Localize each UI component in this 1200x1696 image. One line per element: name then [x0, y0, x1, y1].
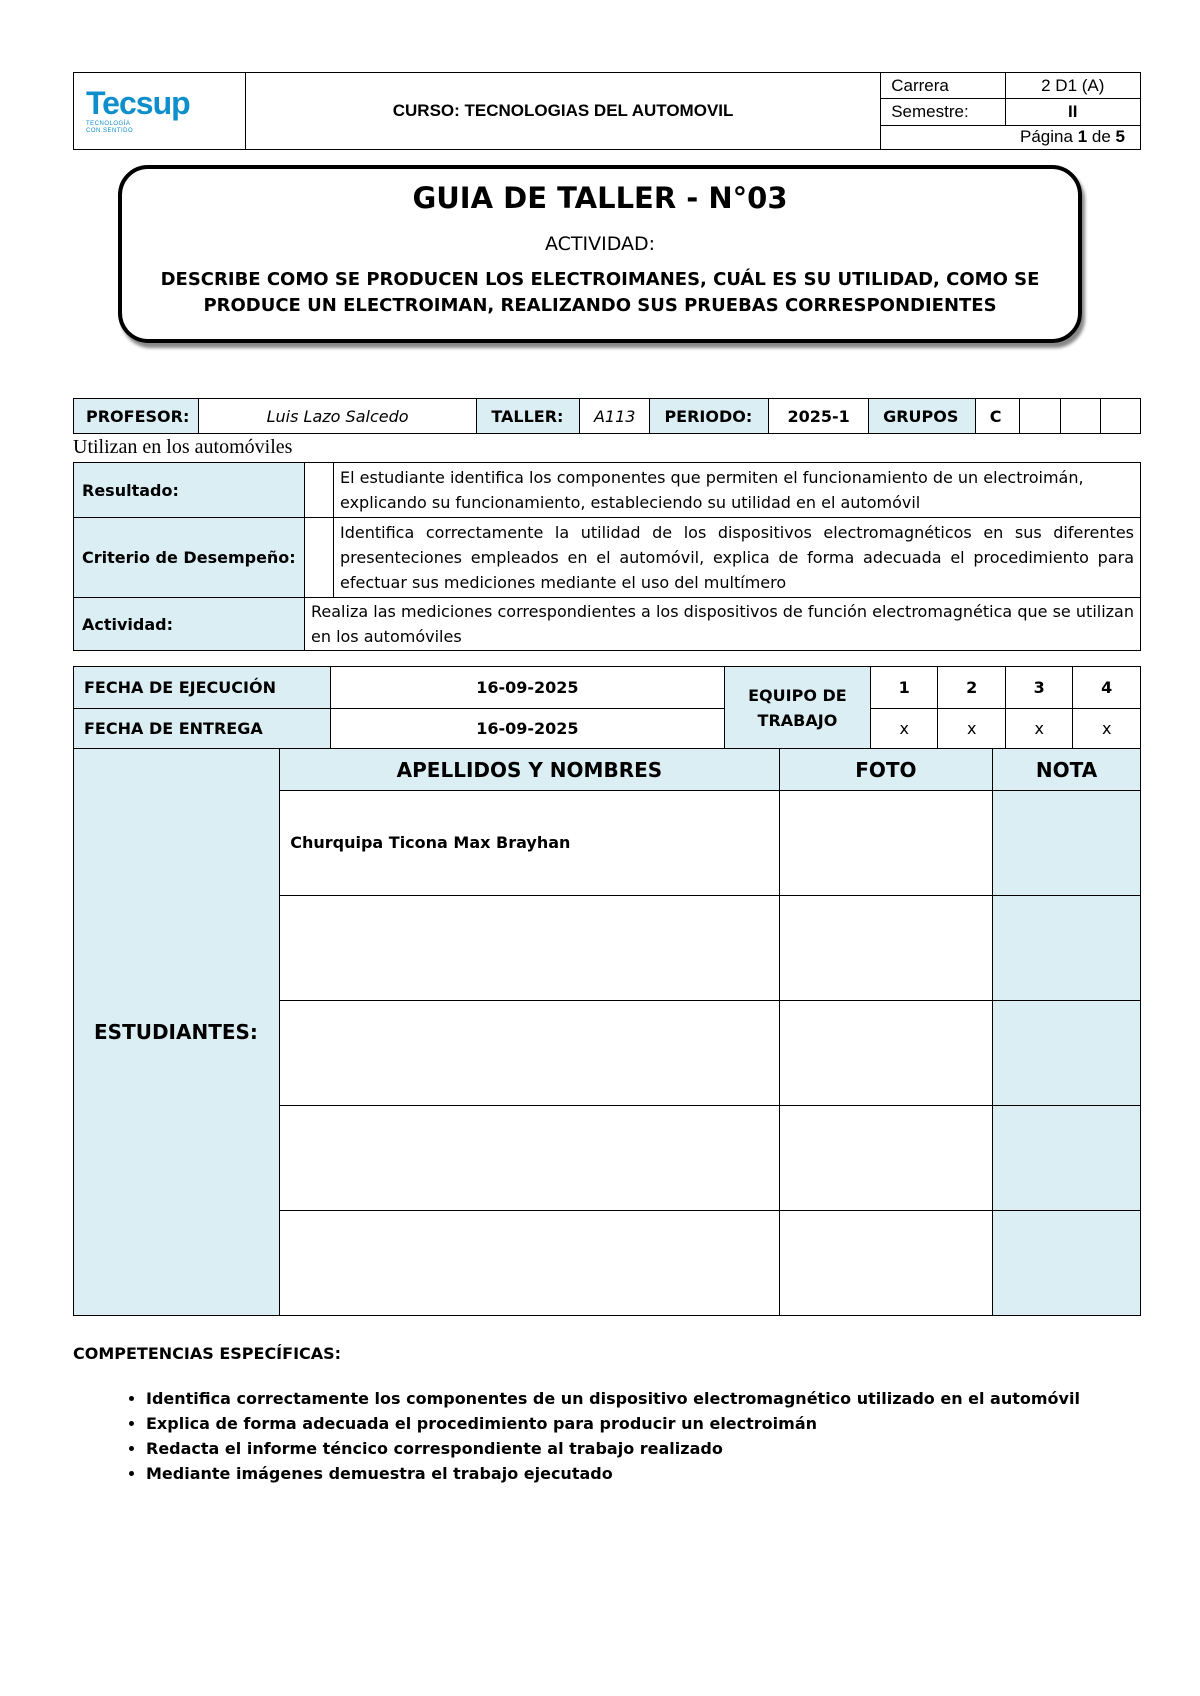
col-header-foto: FOTO — [779, 749, 992, 791]
col-header-names: APELLIDOS Y NOMBRES — [280, 749, 779, 791]
profesor-value: Luis Lazo Salcedo — [198, 399, 477, 434]
document-header — [73, 72, 1141, 150]
semestre-value: II — [1005, 99, 1140, 125]
carrera-label: Carrera — [881, 73, 1005, 99]
list-item: • Redacta el informe téncico correspondiente al trabajo realizado — [146, 1436, 1146, 1461]
logo-subtitle: TECNOLOGÍA CON SENTIDO — [86, 121, 134, 134]
logo-cell — [74, 73, 246, 150]
fecha-entrega-value: 16-09-2025 — [330, 709, 724, 749]
fecha-ejecucion-value: 16-09-2025 — [330, 667, 724, 709]
list-item: • Mediante imágenes demuestra el trabajo ejecutado — [146, 1461, 1146, 1486]
actividad-label: Actividad: — [74, 598, 305, 651]
activity-description: DESCRIBE COMO SE PRODUCEN LOS ELECTROIMANES, CUÁL ES SU UTILIDAD, COMO SE PRODUCE UN ELECTROIMAN, REALIZANDO SUS PRUEBAS CORRESPONDIENTES — [160, 269, 1040, 316]
taller-value: A113 — [580, 399, 650, 434]
semestre-label: Semestre: — [881, 99, 1005, 125]
col-header-nota: NOTA — [993, 749, 1141, 791]
equipo-number-4: 4 — [1073, 667, 1141, 709]
equipo-mark-3: x — [1005, 709, 1073, 749]
outcomes-table — [73, 462, 1141, 651]
activity-label: ACTIVIDAD: — [544, 233, 656, 255]
student-grade — [993, 1106, 1141, 1211]
equipo-mark-2: x — [938, 709, 1006, 749]
student-name — [280, 1211, 779, 1316]
taller-label: TALLER: — [477, 399, 580, 434]
student-photo — [779, 1001, 992, 1106]
students-table — [73, 748, 1141, 1316]
equipo-number-1: 1 — [870, 667, 938, 709]
competencias-list — [118, 1386, 1146, 1486]
course-title: CURSO: TECNOLOGIAS DEL AUTOMOVIL — [245, 73, 880, 150]
tecsup-logo: Tecsup — [86, 85, 190, 122]
fecha-ejecucion-label: FECHA DE EJECUCIÓN — [74, 667, 331, 709]
student-grade — [993, 896, 1141, 1001]
info-row — [73, 398, 1141, 434]
equipo-number-3: 3 — [1005, 667, 1073, 709]
student-grade — [993, 1211, 1141, 1316]
carrera-value: 2 D1 (A) — [1005, 73, 1140, 99]
student-photo — [779, 1211, 992, 1316]
student-name: Churquipa Ticona Max Brayhan — [280, 791, 779, 896]
equipo-mark-1: x — [870, 709, 938, 749]
student-photo — [779, 896, 992, 1001]
student-photo — [779, 1106, 992, 1211]
stray-text: Utilizan en los automóviles — [73, 436, 293, 458]
title-box — [118, 165, 1082, 343]
guide-title: GUIA DE TALLER - N°03 — [412, 181, 788, 215]
periodo-value: 2025-1 — [769, 399, 869, 434]
competencias-heading: COMPETENCIAS ESPECÍFICAS: — [73, 1344, 342, 1363]
equipo-number-2: 2 — [938, 667, 1006, 709]
list-item: • Identifica correctamente los componentes de un dispositivo electromagnético utilizado en el automóvil — [146, 1386, 1146, 1411]
student-grade — [993, 791, 1141, 896]
student-photo — [779, 791, 992, 896]
equipo-mark-4: x — [1073, 709, 1141, 749]
dates-table — [73, 666, 1141, 749]
criterio-label: Criterio de Desempeño: — [74, 518, 305, 598]
profesor-label: PROFESOR: — [74, 399, 199, 434]
actividad-text: Realiza las mediciones correspondientes a los dispositivos de función electromagnética que se utilizan en los automóviles — [305, 598, 1141, 651]
page-indicator: Página 1 de 5 — [1005, 125, 1140, 149]
student-grade — [993, 1001, 1141, 1106]
student-name — [280, 896, 779, 1001]
grupos-value: C — [975, 399, 1020, 434]
students-section-label: ESTUDIANTES: — [74, 749, 280, 1316]
resultado-text: El estudiante identifica los componentes que permiten el funcionamiento de un electroimán, explicando su funcionamiento, estableciendo su utilidad en el automóvil — [334, 463, 1141, 518]
fecha-entrega-label: FECHA DE ENTREGA — [74, 709, 331, 749]
equipo-label: EQUIPO DE TRABAJO — [724, 667, 870, 749]
student-name — [280, 1001, 779, 1106]
grupos-label: GRUPOS — [869, 399, 976, 434]
student-name — [280, 1106, 779, 1211]
resultado-label: Resultado: — [74, 463, 305, 518]
periodo-label: PERIODO: — [650, 399, 769, 434]
list-item: • Explica de forma adecuada el procedimiento para producir un electroimán — [146, 1411, 1146, 1436]
criterio-text: Identifica correctamente la utilidad de los dispositivos electromagnéticos en sus diferentes presenteciones empleados en el automóvil, explica de forma adecuada el procedimiento para efectuar sus mediciones mediante el uso del multímero — [334, 518, 1141, 598]
